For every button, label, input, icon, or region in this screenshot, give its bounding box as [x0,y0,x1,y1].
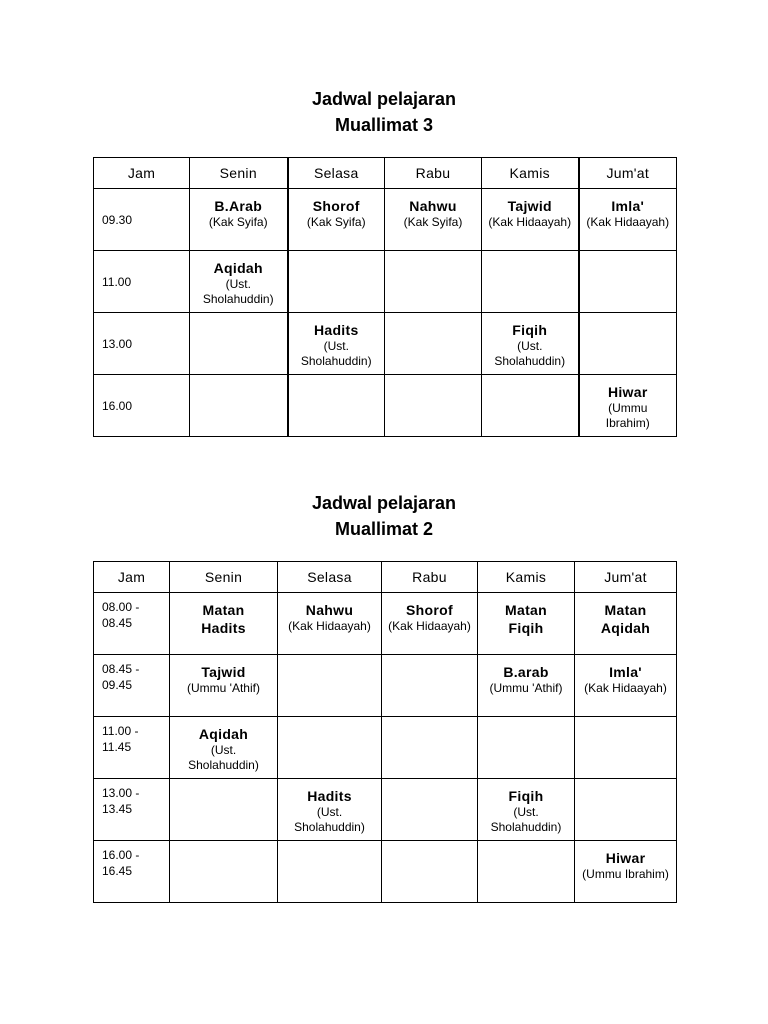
lesson-cell [579,189,677,251]
subject-name: Shorof [312,198,360,214]
table-row [94,375,677,437]
teacher-name: (Ust. Sholahuddin) [300,339,372,368]
lesson-cell [170,655,278,717]
lesson-cell [170,593,278,655]
lesson-cell [575,655,677,717]
lesson-cell [278,655,382,717]
lesson-cell [190,189,288,251]
teacher-name: (Ust. Sholahuddin) [202,277,274,306]
lesson-cell [579,313,677,375]
lesson-cell [288,375,385,437]
lesson-cell [170,779,278,841]
subject-name: Shorof [406,602,453,618]
schedule-table-muallimat-2 [93,561,677,903]
teacher-name: (Ust. Sholahuddin) [294,805,365,834]
lesson-cell [278,841,382,903]
title-line-1: Jadwal pelajaran [311,493,457,513]
title-line-2: Muallimat 2 [334,519,434,539]
lesson-cell [170,841,278,903]
header-jumat: Jum'at [579,158,677,189]
lesson-cell [385,313,482,375]
teacher-name: (Kak Hidaayah) [388,619,471,633]
schedule-title [0,86,768,138]
teacher-name: (Ummu Ibrahim) [605,401,650,430]
lesson-cell [385,189,482,251]
lesson-cell [575,717,677,779]
lesson-cell [575,593,677,655]
teacher-name: (Kak Syifa) [208,215,268,229]
lesson-cell [385,251,482,313]
time-cell: 16.00 - 16.45 [94,841,170,903]
table-row [94,313,677,375]
time-cell: 13.00 [94,313,190,375]
time-cell: 13.00 - 13.45 [94,779,170,841]
lesson-cell [579,251,677,313]
table-row [94,189,677,251]
lesson-cell [478,655,575,717]
header-senin: Senin [170,562,278,593]
table-row [94,779,677,841]
teacher-name: (Ummu 'Athif) [489,681,563,695]
subject-name: Imla' [609,664,642,680]
subject-name: Fiqih [508,788,544,804]
schedule-table-muallimat-3 [93,157,677,437]
subject-name: B.Arab [214,198,263,214]
lesson-cell [190,375,288,437]
time-cell: 11.00 [94,251,190,313]
lesson-cell [288,251,385,313]
subject-name: Tajwid [201,664,246,680]
teacher-name: (Ust. Sholahuddin) [490,805,562,834]
header-selasa: Selasa [278,562,382,593]
header-kamis: Kamis [478,562,575,593]
lesson-cell [575,841,677,903]
title-line-2: Muallimat 3 [334,115,434,135]
lesson-cell [482,313,579,375]
lesson-cell [385,375,482,437]
subject-name: Hadits [313,322,359,338]
subject-name: B.arab [503,664,549,680]
teacher-name: (Kak Hidaayah) [586,215,670,229]
subject-name: Aqidah [198,726,249,742]
header-kamis: Kamis [482,158,579,189]
header-jam: Jam [94,158,190,189]
header-row [94,158,677,189]
subject-name: Tajwid [507,198,552,214]
subject-name: Hiwar [605,850,646,866]
table-row [94,251,677,313]
lesson-cell [278,717,382,779]
teacher-name: (Kak Hidaayah) [288,619,371,633]
lesson-cell [382,593,478,655]
subject-name: Matan Hadits [201,602,246,636]
header-senin: Senin [190,158,288,189]
header-row [94,562,677,593]
time-cell: 08.45 - 09.45 [94,655,170,717]
lesson-cell [478,717,575,779]
teacher-name: (Ummu 'Athif) [187,681,260,695]
teacher-name: (Kak Hidaayah) [488,215,572,229]
lesson-cell [478,841,575,903]
teacher-name: (Kak Syifa) [306,215,366,229]
subject-name: Fiqih [512,322,548,338]
lesson-cell [478,593,575,655]
table-row [94,593,677,655]
header-selasa: Selasa [288,158,385,189]
lesson-cell [482,251,579,313]
time-cell: 09.30 [94,189,190,251]
schedule-title [0,490,768,542]
header-rabu: Rabu [385,158,482,189]
time-cell: 08.00 - 08.45 [94,593,170,655]
lesson-cell [382,655,478,717]
subject-name: Matan Fiqih [505,602,547,636]
subject-name: Aqidah [213,260,263,276]
lesson-cell [382,841,478,903]
lesson-cell [190,251,288,313]
subject-name: Nahwu [409,198,457,214]
subject-name: Nahwu [305,602,354,618]
lesson-cell [382,717,478,779]
header-jumat: Jum'at [575,562,677,593]
table-row [94,841,677,903]
lesson-cell [579,375,677,437]
teacher-name: (Ust. Sholahuddin) [494,339,566,368]
subject-name: Hadits [307,788,352,804]
title-line-1: Jadwal pelajaran [311,89,457,109]
time-cell: 11.00 - 11.45 [94,717,170,779]
subject-name: Matan Aqidah [600,602,651,636]
lesson-cell [190,313,288,375]
table-row [94,717,677,779]
lesson-cell [575,779,677,841]
teacher-name: (Ust. Sholahuddin) [188,743,259,772]
teacher-name: (Kak Hidaayah) [584,681,667,695]
subject-name: Imla' [611,198,645,214]
subject-name: Hiwar [607,384,648,400]
lesson-cell [278,779,382,841]
lesson-cell [482,375,579,437]
header-rabu: Rabu [382,562,478,593]
header-jam: Jam [94,562,170,593]
lesson-cell [288,189,385,251]
table-row [94,655,677,717]
lesson-cell [288,313,385,375]
time-cell: 16.00 [94,375,190,437]
teacher-name: (Kak Syifa) [403,215,463,229]
lesson-cell [382,779,478,841]
lesson-cell [478,779,575,841]
lesson-cell [482,189,579,251]
lesson-cell [278,593,382,655]
teacher-name: (Ummu Ibrahim) [582,867,669,881]
lesson-cell [170,717,278,779]
